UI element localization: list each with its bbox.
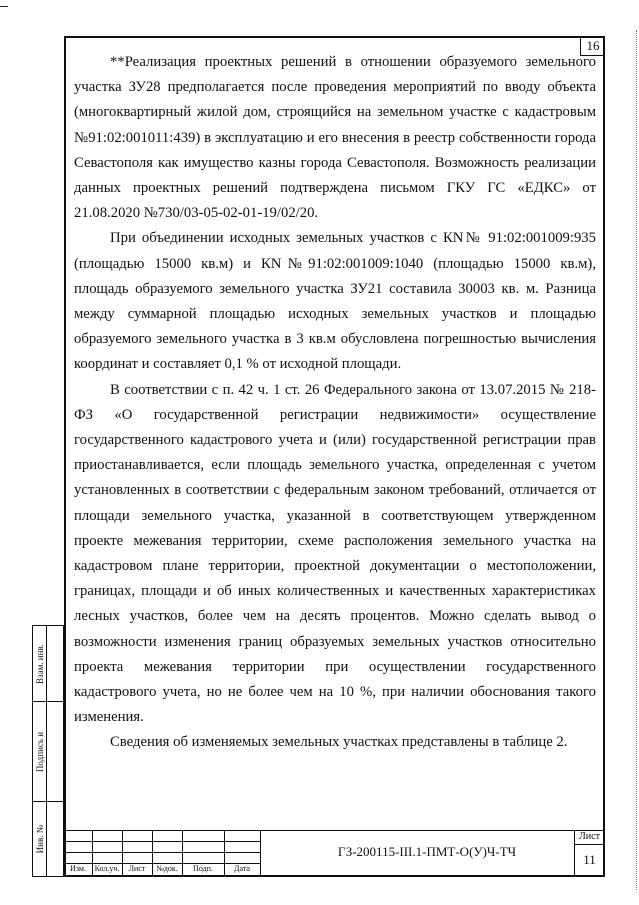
sheet-number: 11: [583, 852, 596, 867]
title-block: [64, 830, 605, 877]
paragraph-3: В соответствии с п. 42 ч. 1 ст. 26 Федерального закона от 13.07.2015 № 218-ФЗ «О государственной регистрации недвижимости» осуществление государственного кадастрового учета и (или) государственной регистрации прав приостанавливается, если площадь земельного участка, определенная с учетом установленных в соответствии с федеральным законом требований, отличается от площади земельного участка, указанной в соответствующем утвержденном проекте межевания территории, схеме расположения земельного участка на кадастровом плане территории, проектной документации о местоположении, границах, площади и об иных количественных и качественных характеристиках лесных участков, более чем на десять процентов. Можно сделать вывод о возможности изменения границ образуемых земельных участков относительно проекта межевания территории при осуществлении государственного кадастрового учета, но не более чем на 10 %, при наличии обоснования такого изменения.: [74, 381, 596, 726]
stamp-col-izm: Изм.: [70, 864, 86, 873]
scan-edge-line: [636, 30, 637, 890]
side-label-vzam-inv: Взам. инв.: [34, 643, 45, 684]
paragraph-4: Сведения об изменяемых земельных участках представлены в таблице 2.: [110, 734, 568, 751]
corner-mark: [0, 6, 8, 7]
stamp-col-ndok: №док.: [156, 864, 178, 873]
sheet-label: Лист: [579, 831, 600, 842]
stamp-col-list: Лист: [128, 864, 146, 873]
stamp-col-kol-uch: Кол.уч.: [94, 864, 120, 873]
paragraph-2: При объединении исходных земельных участков с КN№ 91:02:001009:935 (площадью 15000 кв.м) и КN№91:02:001009:1040 (площадью 15000 кв.м), площадь образуемого земельного участка ЗУ21 составила 30003 кв. м. Разница между суммарной площадью исходных земельных участков и площадью образуемого земельного участка в 3 кв.м обусловлена погрешностью вычисления координат и составляет 0,1 % от исходной площади.: [74, 230, 596, 373]
side-label-inv-no: Инв. №: [34, 824, 45, 854]
side-field-podpis: [32, 702, 64, 802]
side-field-vzam-inv: [32, 625, 64, 702]
document-code: ГЗ-200115-III.1-ПМТ-О(У)Ч-ТЧ: [337, 844, 517, 859]
side-field-inv-no: [32, 802, 64, 877]
side-label-podpis: Подпись и: [34, 731, 45, 772]
paragraph-1: **Реализация проектных решений в отношении образуемого земельного участка ЗУ28 предполагается после проведения мероприятий по вводу объекта (многоквартирный жилой дом, строящийся на земельном участке с кадастровым №91:02:001011:439) в эксплуатацию и его внесения в реестр собственности города Севастополя как имущество казны города Севастополя. Возможность реализации данных проектных решений подтверждена письмом ГКУ ГС «ЕДКС» от 21.08.2020 №730/03-05-02-01-19/02/20.: [74, 54, 596, 222]
stamp-col-podp: Подп.: [193, 864, 213, 873]
page-number-top: 16: [580, 36, 605, 56]
stamp-col-data: Дата: [234, 864, 250, 873]
document-body: [74, 50, 596, 756]
